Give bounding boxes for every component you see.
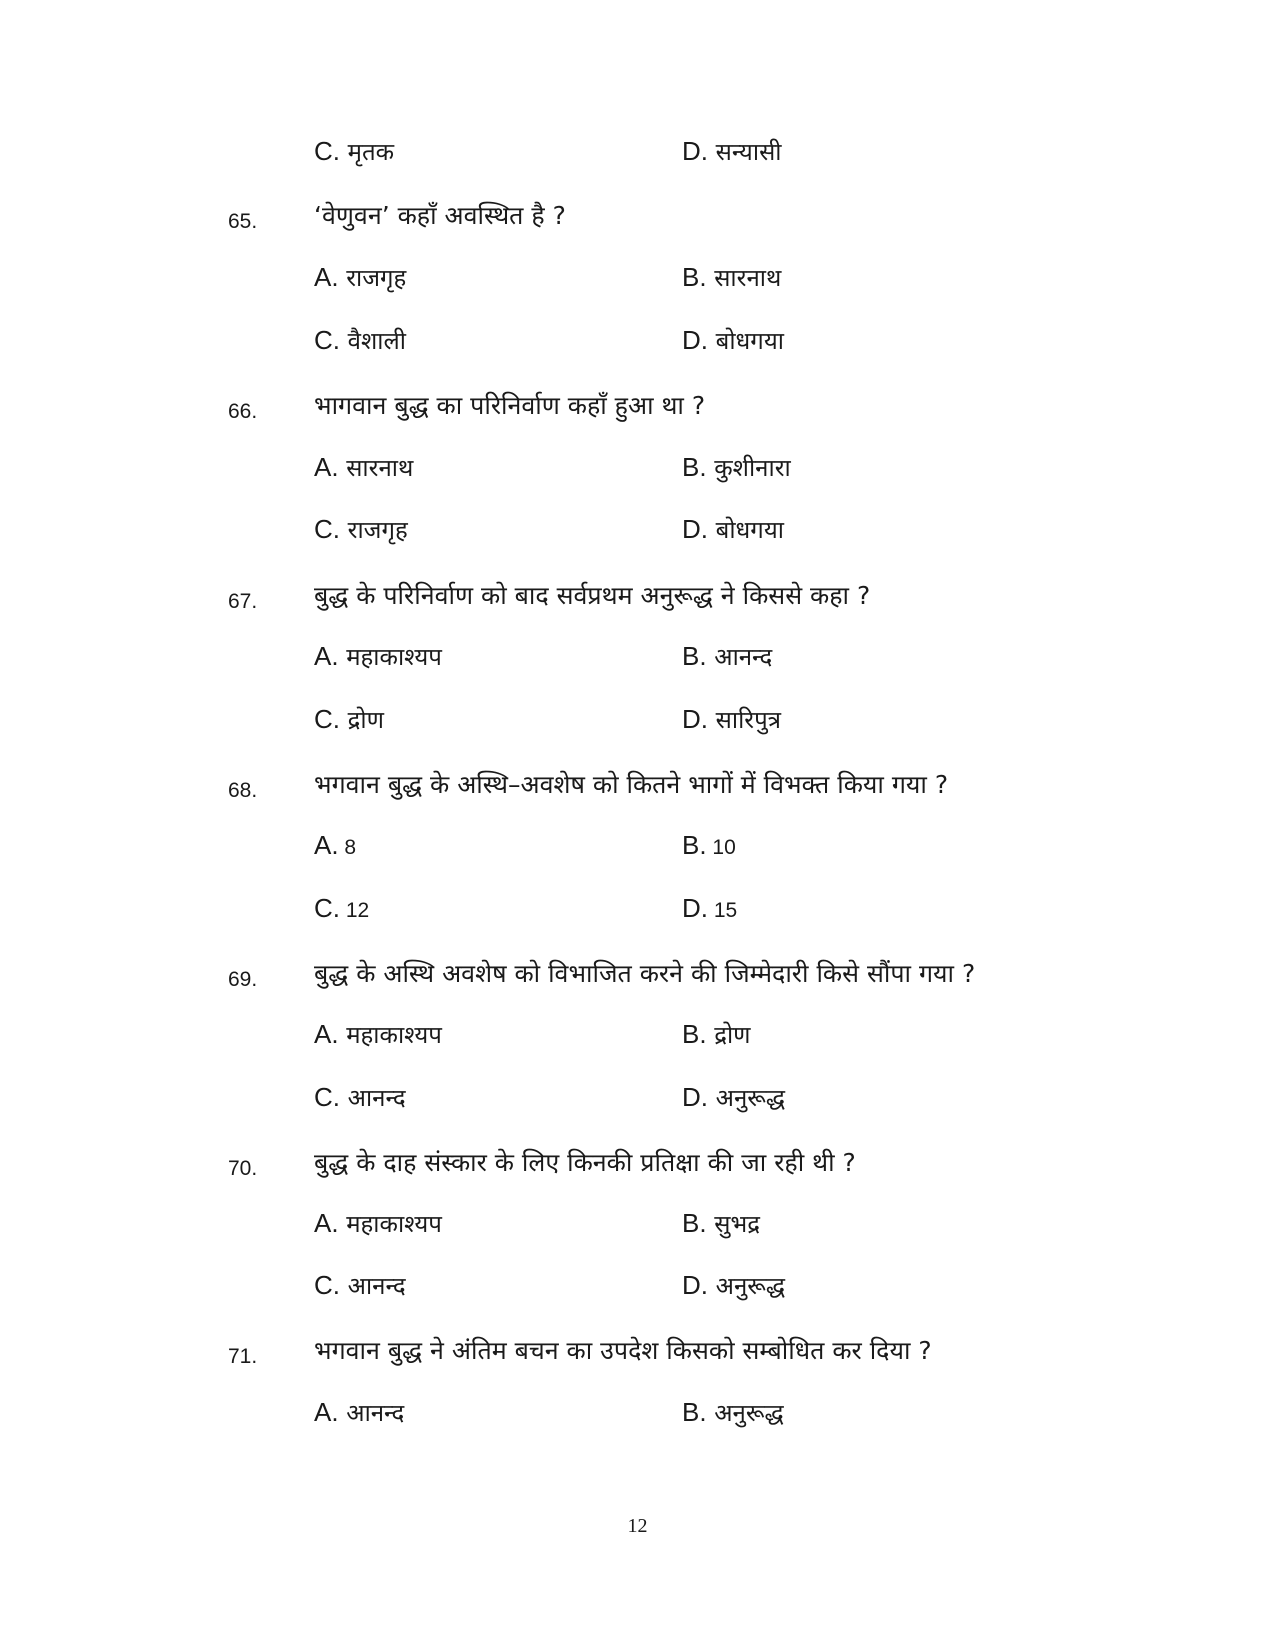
option-row [0, 893, 1275, 933]
question-number: 67. [228, 590, 258, 613]
option-d [682, 893, 737, 924]
option-text: सारनाथ [338, 454, 414, 482]
question-text: भागवान बुद्ध का परिनिर्वाण कहाँ हुआ था ? [314, 391, 706, 420]
option-text: सन्यासी [708, 138, 782, 166]
option-letter: D. [682, 1270, 708, 1300]
option-row [0, 703, 1275, 743]
option-text: बोधगया [708, 516, 784, 544]
option-c [314, 135, 394, 168]
option-letter: B. [682, 452, 707, 482]
option-d [682, 135, 782, 168]
option-row [0, 135, 1275, 175]
question-row [0, 767, 1275, 807]
option-row [0, 830, 1275, 870]
option-text: राजगृह [338, 264, 407, 292]
option-letter: D. [682, 136, 708, 166]
question-number: 71. [228, 1345, 258, 1368]
option-text: महाकाश्यप [338, 643, 442, 671]
question-row [0, 388, 1275, 428]
option-row [0, 1207, 1275, 1247]
option-d [682, 1269, 785, 1302]
option-letter: A. [314, 830, 339, 860]
option-text: बोधगया [708, 327, 784, 355]
option-c [314, 893, 369, 924]
option-text: आनन्द [338, 1399, 405, 1427]
page-number: 12 [627, 1515, 648, 1537]
option-text: 12 [340, 899, 370, 922]
option-text: अनुरूद्ध [706, 1399, 784, 1427]
option-d [682, 324, 784, 357]
option-a [314, 830, 356, 861]
option-row [0, 1081, 1275, 1121]
option-text: महाकाश्यप [338, 1210, 442, 1238]
question-number: 66. [228, 400, 258, 423]
option-letter: C. [314, 1082, 340, 1112]
option-letter: A. [314, 1397, 339, 1427]
option-a [314, 1396, 404, 1429]
option-a [314, 640, 442, 673]
option-text: सुभद्र [706, 1210, 761, 1238]
option-a [314, 1207, 442, 1240]
question-text: भगवान बुद्ध ने अंतिम बचन का उपदेश किसको सम्बोधित कर दिया ? [314, 1336, 932, 1365]
question-text: ‘वेणुवन’ कहाँ अवस्थित है ? [314, 201, 566, 230]
question-row [0, 956, 1275, 996]
option-text: 8 [338, 836, 357, 859]
question-text: बुद्ध के परिनिर्वाण को बाद सर्वप्रथम अनुरूद्ध ने किससे कहा ? [314, 581, 871, 610]
option-letter: C. [314, 325, 340, 355]
option-text: द्रोण [340, 706, 384, 734]
option-letter: A. [314, 1019, 339, 1049]
option-row [0, 324, 1275, 364]
option-row [0, 1269, 1275, 1309]
option-a [314, 261, 406, 294]
option-c [314, 1269, 406, 1302]
option-letter: B. [682, 1208, 707, 1238]
option-c [314, 703, 384, 736]
option-letter: C. [314, 893, 340, 923]
option-text: आनन्द [340, 1272, 406, 1300]
question-number: 70. [228, 1157, 258, 1180]
option-d [682, 513, 784, 546]
option-letter: B. [682, 830, 707, 860]
option-text: मृतक [340, 138, 395, 166]
option-c [314, 324, 406, 357]
question-number: 65. [228, 210, 258, 233]
option-text: 10 [706, 836, 736, 859]
question-row [0, 578, 1275, 618]
option-letter: B. [682, 1019, 707, 1049]
question-row [0, 198, 1275, 238]
option-a [314, 1018, 442, 1051]
option-text: महाकाश्यप [338, 1021, 442, 1049]
option-text: राजगृह [340, 516, 408, 544]
option-b [682, 261, 781, 294]
option-letter: D. [682, 704, 708, 734]
question-text: भगवान बुद्ध के अस्थि–अवशेष को कितने भागों में विभक्त किया गया ? [314, 770, 949, 799]
option-text: सारिपुत्र [708, 706, 781, 734]
option-text: अनुरूद्ध [708, 1084, 786, 1112]
option-letter: A. [314, 452, 339, 482]
option-text: कुशीनारा [706, 454, 791, 482]
option-letter: B. [682, 262, 707, 292]
option-b [682, 451, 791, 484]
option-row [0, 261, 1275, 301]
option-row [0, 1396, 1275, 1436]
option-letter: D. [682, 514, 708, 544]
option-b [682, 830, 736, 861]
option-row [0, 451, 1275, 491]
option-letter: D. [682, 325, 708, 355]
question-number: 69. [228, 968, 258, 991]
option-letter: D. [682, 1082, 708, 1112]
option-text: द्रोण [706, 1021, 751, 1049]
option-text: आनन्द [706, 643, 773, 671]
option-text: आनन्द [340, 1084, 406, 1112]
option-letter: C. [314, 514, 340, 544]
option-letter: A. [314, 641, 339, 671]
question-text: बुद्ध के अस्थि अवशेष को विभाजित करने की जिम्मेदारी किसे सौंपा गया ? [314, 959, 976, 988]
option-letter: A. [314, 1208, 339, 1238]
option-letter: B. [682, 641, 707, 671]
option-text: सारनाथ [706, 264, 782, 292]
option-d [682, 1081, 785, 1114]
option-letter: B. [682, 1397, 707, 1427]
option-d [682, 703, 781, 736]
option-letter: D. [682, 893, 708, 923]
option-b [682, 1396, 784, 1429]
option-b [682, 1018, 751, 1051]
option-row [0, 640, 1275, 680]
option-row [0, 1018, 1275, 1058]
option-b [682, 640, 772, 673]
option-a [314, 451, 413, 484]
option-letter: C. [314, 136, 340, 166]
question-row [0, 1333, 1275, 1373]
option-letter: A. [314, 262, 339, 292]
option-letter: C. [314, 704, 340, 734]
option-b [682, 1207, 760, 1240]
option-text: अनुरूद्ध [708, 1272, 786, 1300]
option-row [0, 513, 1275, 553]
option-c [314, 1081, 406, 1114]
option-letter: C. [314, 1270, 340, 1300]
option-text: 15 [708, 899, 738, 922]
question-row [0, 1145, 1275, 1185]
question-number: 68. [228, 779, 258, 802]
option-c [314, 513, 408, 546]
question-text: बुद्ध के दाह संस्कार के लिए किनकी प्रतिक्षा की जा रही थी ? [314, 1148, 856, 1177]
option-text: वैशाली [340, 327, 406, 355]
